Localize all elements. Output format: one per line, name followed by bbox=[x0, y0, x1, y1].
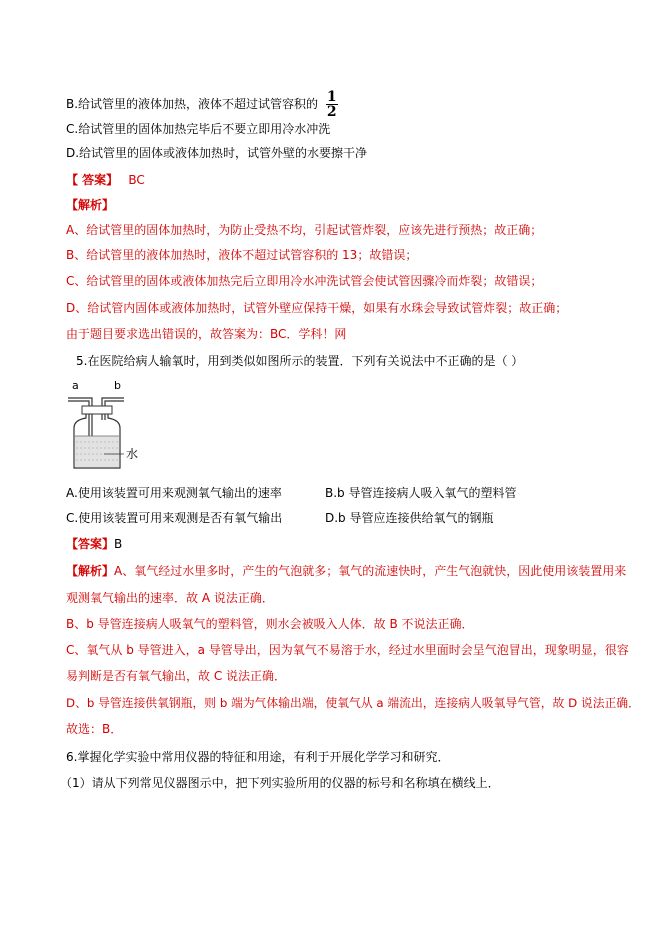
water bbox=[75, 436, 119, 467]
q5-option-a: A.使用该装置可用来观测氧气输出的速率 bbox=[66, 486, 282, 500]
fraction-one-half bbox=[326, 90, 338, 119]
q4-option-b bbox=[66, 90, 338, 119]
q4-analysis-line-d: D、给试管内固体或液体加热时，试管外壁应保持干燥，如果有水珠会导致试管炸裂；故正确； bbox=[66, 301, 568, 315]
q4-answer bbox=[66, 172, 145, 188]
q5-analysis-line-5: 易判断是否有氧气输出，故 C 说法正确． bbox=[66, 669, 287, 683]
figure-label-b: b bbox=[114, 379, 121, 392]
q4-analysis-line-a: A、给试管里的固体加热时，为防止受热不均，引起试管炸裂，应该先进行预热；故正确； bbox=[66, 223, 543, 237]
q5-analysis-line-4: C、氧气从 b 导管进入，a 导管导出，因为氧气不易溶于水，经过水里面时会呈气泡冒出，现象明显，很容 bbox=[66, 643, 629, 657]
q5-answer bbox=[66, 536, 122, 552]
q5-analysis-line-7: 故选：B． bbox=[66, 722, 123, 736]
q4-option-b-text: B.给试管里的液体加热，液体不超过试管容积的 bbox=[66, 97, 319, 111]
q4-option-d: D.给试管里的固体或液体加热时，试管外壁的水要擦干净 bbox=[66, 146, 368, 160]
q5-option-b: B.b 导管连接病人吸入氧气的塑料管 bbox=[325, 486, 517, 500]
q4-analysis-line-b: B、给试管里的液体加热时，液体不超过试管容积的 13；故错误； bbox=[66, 248, 418, 262]
q6-sub1: （1）请从下列常见仪器图示中，把下列实验所用的仪器的标号和名称填在横线上． bbox=[60, 776, 500, 790]
q5-analysis-line-1 bbox=[66, 563, 626, 579]
q5-analysis-label: 【解析】 bbox=[66, 564, 115, 578]
fraction-denominator: 2 bbox=[326, 104, 337, 120]
q4-answer-value: BC bbox=[128, 173, 145, 187]
q4-analysis-conclusion: 由于题目要求选出错误的，故答案为：BC．学科！网 bbox=[66, 327, 347, 341]
q6-stem: 6.掌握化学实验中常用仪器的特征和用途，有利于开展化学学习和研究． bbox=[66, 750, 450, 764]
q5-analysis-line-3: B、b 导管连接病人吸氧气的塑料管，则水会被吸入人体．故 B 不说法正确． bbox=[66, 617, 474, 631]
q5-option-c: C.使用该装置可用来观测是否有氧气输出 bbox=[66, 511, 283, 525]
q5-answer-label: 【答案】 bbox=[66, 537, 115, 551]
q5-option-d: D.b 导管应连接供给氧气的钢瓶 bbox=[325, 511, 494, 525]
q4-answer-label: 【 答案】 bbox=[66, 173, 119, 187]
q5-stem: 5.在医院给病人输氧时，用到类似如图所示的装置．下列有关说法中不正确的是（ ） bbox=[76, 354, 524, 368]
q5-analysis-line-2: 观测氧气输出的速率．故 A 说法正确． bbox=[66, 591, 274, 605]
gas-washing-bottle-figure bbox=[66, 376, 186, 476]
q4-option-c: C.给试管里的固体加热完毕后不要立即用冷水冲洗 bbox=[66, 122, 331, 136]
q4-analysis-line-c: C、给试管里的固体或液体加热完后立即用冷水冲洗试管会使试管因骤冷而炸裂；故错误； bbox=[66, 274, 543, 288]
q4-analysis-label: 【解析】 bbox=[66, 198, 115, 212]
figure-label-a: a bbox=[72, 379, 79, 392]
q5-answer-value: B bbox=[114, 537, 123, 551]
q5-analysis-text-1: A、氧气经过水里多时，产生的气泡就多；氧气的流速快时，产生气泡就快，因此使用该装置用来 bbox=[114, 564, 627, 578]
figure-label-water: 水 bbox=[126, 447, 139, 461]
q5-analysis-line-6: D、b 导管连接供氧钢瓶，则 b 端为气体输出端，使氧气从 a 端流出，连接病人吸氧导气管，故 D 说法正确． bbox=[66, 696, 640, 710]
stopper bbox=[82, 406, 112, 414]
fraction-numerator: 1 bbox=[326, 89, 337, 105]
